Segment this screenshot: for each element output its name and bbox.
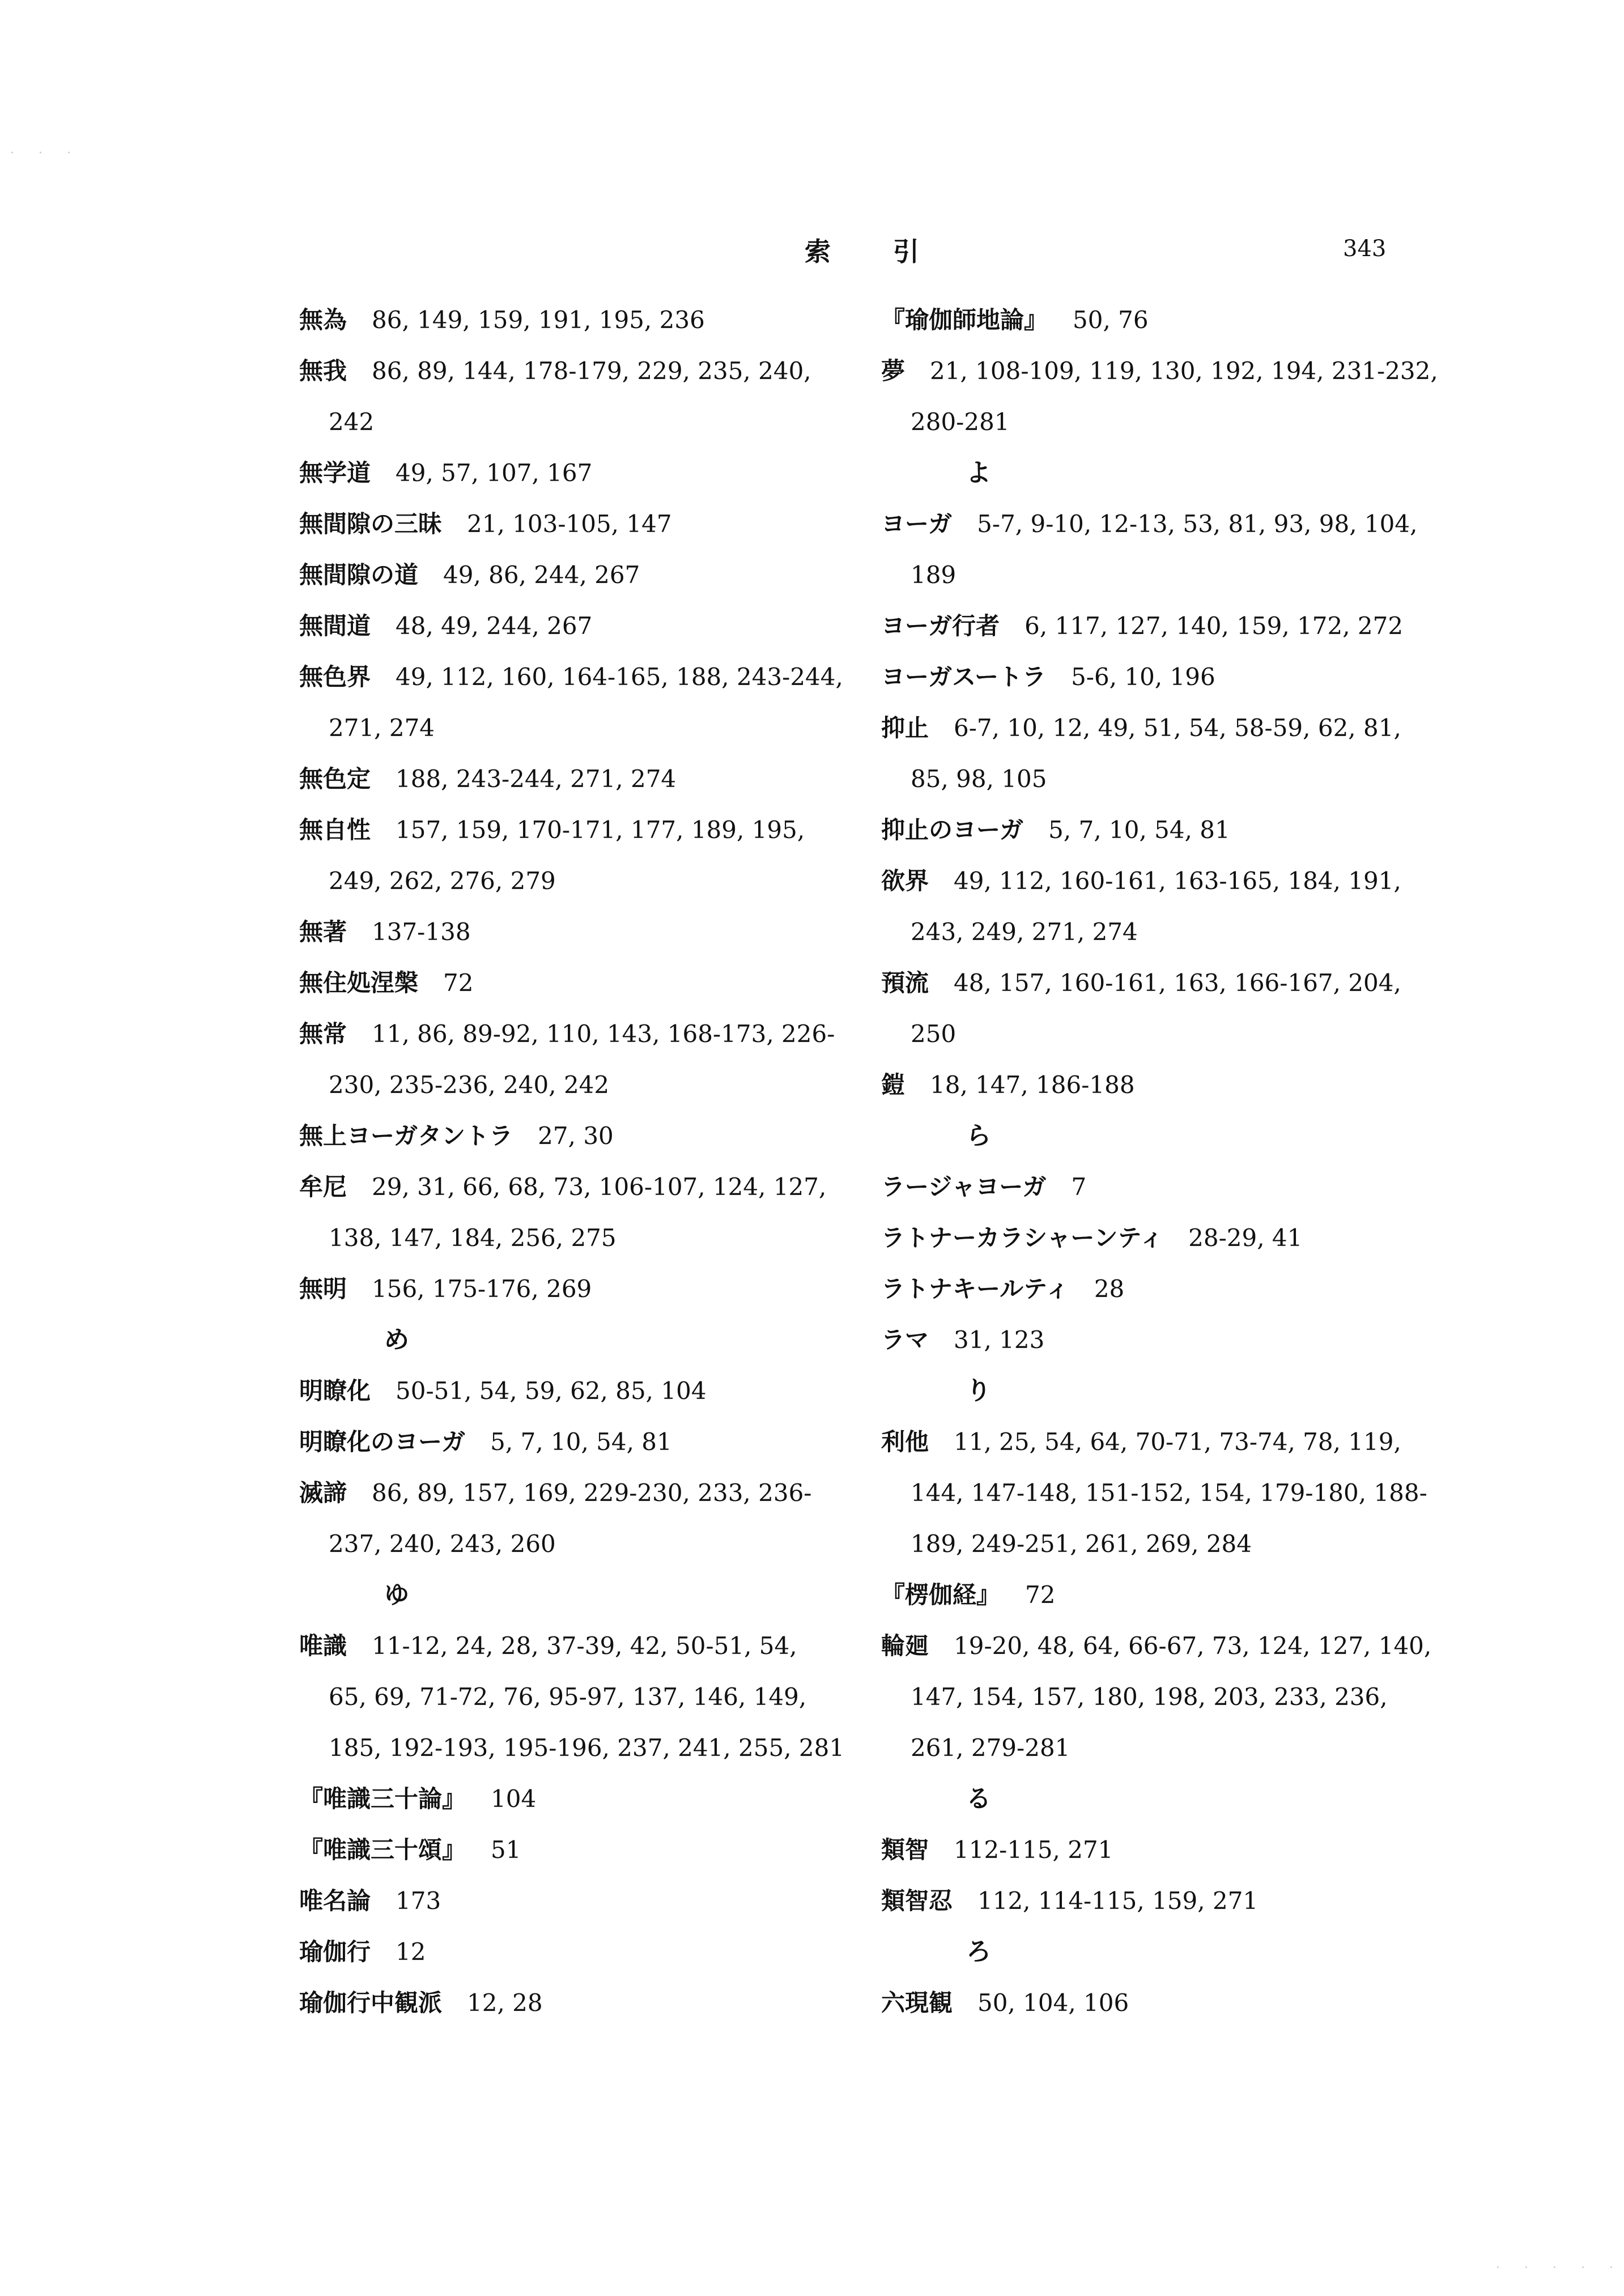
page-references: 12, 28 bbox=[467, 1989, 543, 2017]
page-references: 7 bbox=[1071, 1173, 1087, 1201]
page-references: 5, 7, 10, 54, 81 bbox=[1048, 816, 1230, 844]
index-term: ヨーガ行者 bbox=[881, 612, 1000, 640]
index-term: 瑜伽行 bbox=[299, 1938, 371, 1966]
page-references-continued: 249, 262, 276, 279 bbox=[329, 867, 556, 895]
index-entry bbox=[299, 1009, 866, 1111]
index-column-left bbox=[299, 295, 866, 2029]
index-term: ラトナーカラシャーンティ bbox=[881, 1224, 1164, 1252]
index-entry bbox=[881, 856, 1448, 958]
index-term: 輪廻 bbox=[881, 1632, 929, 1660]
index-term: 『唯識三十頌』 bbox=[299, 1836, 466, 1864]
index-term: 無我 bbox=[299, 357, 347, 385]
page-references: 112, 114-115, 159, 271 bbox=[977, 1887, 1259, 1915]
page-references-continued: 144, 147-148, 151-152, 154, 179-180, 188- bbox=[911, 1479, 1427, 1507]
page-references: 11, 25, 54, 64, 70-71, 73-74, 78, 119, bbox=[954, 1428, 1401, 1456]
index-term: ラマ bbox=[881, 1326, 929, 1354]
index-term: 無色界 bbox=[299, 663, 371, 691]
page-references-continued: 147, 154, 157, 180, 198, 203, 233, 236, bbox=[911, 1683, 1388, 1711]
index-entry bbox=[299, 1621, 866, 1774]
page-references: 86, 89, 144, 178-179, 229, 235, 240, bbox=[372, 357, 811, 385]
index-entry bbox=[881, 1162, 1448, 1213]
index-entry bbox=[881, 295, 1448, 346]
kana-section-heading: ろ bbox=[966, 1937, 991, 1966]
index-term: 無為 bbox=[299, 306, 347, 334]
index-term: 明瞭化のヨーガ bbox=[299, 1428, 466, 1456]
index-entry bbox=[299, 754, 866, 805]
kana-section-heading: よ bbox=[966, 458, 991, 487]
index-entry bbox=[299, 601, 866, 652]
index-term: 類智忍 bbox=[881, 1887, 953, 1915]
index-term: 無自性 bbox=[299, 816, 371, 844]
page-references-continued: 65, 69, 71-72, 76, 95-97, 137, 146, 149, bbox=[329, 1683, 807, 1711]
page-references: 29, 31, 66, 68, 73, 106-107, 124, 127, bbox=[372, 1173, 827, 1201]
index-term: 無間隙の三昧 bbox=[299, 510, 443, 538]
index-term: 無上ヨーガタントラ bbox=[299, 1122, 513, 1150]
page-references: 50, 76 bbox=[1073, 306, 1149, 334]
page-references-continued: 280-281 bbox=[911, 408, 1010, 436]
page-references-continued: 138, 147, 184, 256, 275 bbox=[329, 1224, 617, 1252]
page-references: 104 bbox=[491, 1785, 537, 1813]
index-entry bbox=[299, 295, 866, 346]
index-term: 六現観 bbox=[881, 1989, 953, 2017]
index-term: 唯識 bbox=[299, 1632, 347, 1660]
index-term: 鎧 bbox=[881, 1071, 905, 1099]
index-term: 預流 bbox=[881, 969, 929, 997]
index-entry bbox=[881, 601, 1448, 652]
page-references: 21, 103-105, 147 bbox=[467, 510, 672, 538]
page-references: 28-29, 41 bbox=[1188, 1224, 1303, 1252]
index-term: 無住処涅槃 bbox=[299, 969, 419, 997]
page-references: 18, 147, 186-188 bbox=[930, 1071, 1135, 1099]
index-entry bbox=[299, 1825, 866, 1876]
page-references-continued: 189, 249-251, 261, 269, 284 bbox=[911, 1530, 1252, 1558]
index-entry bbox=[299, 1366, 866, 1417]
page-references: 6, 117, 127, 140, 159, 172, 272 bbox=[1024, 612, 1404, 640]
page-references: 31, 123 bbox=[954, 1326, 1045, 1354]
page-number: 343 bbox=[1343, 236, 1387, 262]
page-references-continued: 189 bbox=[911, 561, 956, 589]
index-entry bbox=[881, 1264, 1448, 1315]
page-references: 5, 7, 10, 54, 81 bbox=[490, 1428, 672, 1456]
index-entry bbox=[881, 346, 1448, 448]
index-term: ラージャヨーガ bbox=[881, 1173, 1047, 1201]
index-term: 抑止 bbox=[881, 714, 929, 742]
index-term: 無学道 bbox=[299, 459, 371, 487]
page-references: 49, 112, 160-161, 163-165, 184, 191, bbox=[954, 867, 1401, 895]
index-term: 『唯識三十論』 bbox=[299, 1785, 466, 1813]
page-references-continued: 243, 249, 271, 274 bbox=[911, 918, 1138, 946]
index-term: 瑜伽行中観派 bbox=[299, 1989, 443, 2017]
index-entry bbox=[881, 1213, 1448, 1264]
page-references-continued: 261, 279-281 bbox=[911, 1734, 1070, 1762]
page-references: 49, 86, 244, 267 bbox=[443, 561, 640, 589]
page-references: 72 bbox=[1025, 1581, 1056, 1609]
page-references: 188, 243-244, 271, 274 bbox=[396, 765, 677, 793]
index-entry bbox=[299, 346, 866, 448]
index-term: 無間道 bbox=[299, 612, 371, 640]
page-references: 173 bbox=[396, 1887, 441, 1915]
index-entry bbox=[881, 1417, 1448, 1570]
index-entry bbox=[881, 652, 1448, 703]
index-term: 欲界 bbox=[881, 867, 929, 895]
page-references: 21, 108-109, 119, 130, 192, 194, 231-232, bbox=[930, 357, 1438, 385]
index-entry bbox=[881, 1825, 1448, 1876]
index-entry bbox=[881, 1315, 1448, 1366]
scan-speck: · · · · · bbox=[1496, 2261, 1623, 2275]
index-entry bbox=[299, 1876, 866, 1927]
page-references-continued: 237, 240, 243, 260 bbox=[329, 1530, 556, 1558]
index-entry bbox=[881, 1570, 1448, 1621]
index-term: 無常 bbox=[299, 1020, 347, 1048]
index-entry bbox=[881, 1978, 1448, 2029]
index-term: 無著 bbox=[299, 918, 347, 946]
page-references: 50-51, 54, 59, 62, 85, 104 bbox=[396, 1377, 707, 1405]
page-references: 72 bbox=[443, 969, 474, 997]
page-references: 48, 49, 244, 267 bbox=[396, 612, 593, 640]
index-column-right bbox=[881, 295, 1448, 2029]
kana-section-heading: ら bbox=[966, 1121, 991, 1150]
page-references: 48, 157, 160-161, 163, 166-167, 204, bbox=[954, 969, 1401, 997]
index-term: 無色定 bbox=[299, 765, 371, 793]
page-references: 51 bbox=[491, 1836, 521, 1864]
index-entry bbox=[881, 1621, 1448, 1774]
index-entry bbox=[299, 652, 866, 754]
index-entry bbox=[299, 1468, 866, 1570]
index-entry bbox=[299, 1927, 866, 1978]
page-references: 11, 86, 89-92, 110, 143, 168-173, 226- bbox=[372, 1020, 835, 1048]
kana-section-heading: ゆ bbox=[384, 1580, 409, 1609]
index-term: 夢 bbox=[881, 357, 905, 385]
index-entry bbox=[299, 805, 866, 907]
index-entry bbox=[299, 1978, 866, 2029]
index-term: 無明 bbox=[299, 1275, 347, 1303]
index-term: 無間隙の道 bbox=[299, 561, 419, 589]
index-term: 抑止のヨーガ bbox=[881, 816, 1024, 844]
page-references: 28 bbox=[1094, 1275, 1125, 1303]
index-term: ラトナキールティ bbox=[881, 1275, 1069, 1303]
index-entry bbox=[299, 1111, 866, 1162]
index-entry bbox=[299, 907, 866, 958]
page-references: 157, 159, 170-171, 177, 189, 195, bbox=[396, 816, 805, 844]
index-entry bbox=[299, 448, 866, 499]
page-references-continued: 230, 235-236, 240, 242 bbox=[329, 1071, 610, 1099]
index-term: 牟尼 bbox=[299, 1173, 347, 1201]
index-term: ヨーガ bbox=[881, 510, 953, 538]
page-references-continued: 185, 192-193, 195-196, 237, 241, 255, 281 bbox=[329, 1734, 845, 1762]
index-entry bbox=[881, 1876, 1448, 1927]
index-term: 『楞伽経』 bbox=[881, 1581, 1001, 1609]
page-references-continued: 271, 274 bbox=[329, 714, 435, 742]
index-term: 類智 bbox=[881, 1836, 929, 1864]
page-references: 11-12, 24, 28, 37-39, 42, 50-51, 54, bbox=[372, 1632, 797, 1660]
index-term: 滅諦 bbox=[299, 1479, 347, 1507]
index-entry bbox=[299, 550, 866, 601]
index-entry bbox=[299, 1264, 866, 1315]
page-title: 索引 bbox=[805, 236, 981, 267]
page-references-continued: 242 bbox=[329, 408, 375, 436]
index-entry bbox=[881, 1060, 1448, 1111]
index-entry bbox=[299, 1774, 866, 1825]
page-references: 156, 175-176, 269 bbox=[372, 1275, 592, 1303]
index-term: ヨーガスートラ bbox=[881, 663, 1047, 691]
index-entry bbox=[881, 499, 1448, 601]
page-references: 50, 104, 106 bbox=[977, 1989, 1129, 2017]
index-entry bbox=[881, 958, 1448, 1060]
page-references: 19-20, 48, 64, 66-67, 73, 124, 127, 140, bbox=[954, 1632, 1432, 1660]
page-references: 12 bbox=[396, 1938, 426, 1966]
page-references: 5-7, 9-10, 12-13, 53, 81, 93, 98, 104, bbox=[977, 510, 1418, 538]
page-references: 137-138 bbox=[372, 918, 471, 946]
kana-section-heading: り bbox=[966, 1376, 991, 1405]
page-references: 86, 89, 157, 169, 229-230, 233, 236- bbox=[372, 1479, 812, 1507]
page-references: 86, 149, 159, 191, 195, 236 bbox=[372, 306, 705, 334]
scan-speck: · · · bbox=[10, 146, 81, 160]
page-references: 6-7, 10, 12, 49, 51, 54, 58-59, 62, 81, bbox=[954, 714, 1401, 742]
index-entry bbox=[299, 1417, 866, 1468]
index-entry bbox=[881, 805, 1448, 856]
page-references: 5-6, 10, 196 bbox=[1071, 663, 1215, 691]
page-references: 27, 30 bbox=[538, 1122, 614, 1150]
kana-section-heading: る bbox=[966, 1784, 991, 1813]
index-term: 『瑜伽師地論』 bbox=[881, 306, 1048, 334]
page-references: 112-115, 271 bbox=[954, 1836, 1113, 1864]
index-term: 利他 bbox=[881, 1428, 929, 1456]
index-term: 明瞭化 bbox=[299, 1377, 371, 1405]
index-term: 唯名論 bbox=[299, 1887, 371, 1915]
index-entry bbox=[881, 703, 1448, 805]
kana-section-heading: め bbox=[384, 1325, 409, 1354]
page-references-continued: 85, 98, 105 bbox=[911, 765, 1047, 793]
index-entry bbox=[299, 1162, 866, 1264]
page-references: 49, 112, 160, 164-165, 188, 243-244, bbox=[396, 663, 843, 691]
index-entry bbox=[299, 499, 866, 550]
index-entry bbox=[299, 958, 866, 1009]
page-references: 49, 57, 107, 167 bbox=[396, 459, 593, 487]
page-references-continued: 250 bbox=[911, 1020, 956, 1048]
